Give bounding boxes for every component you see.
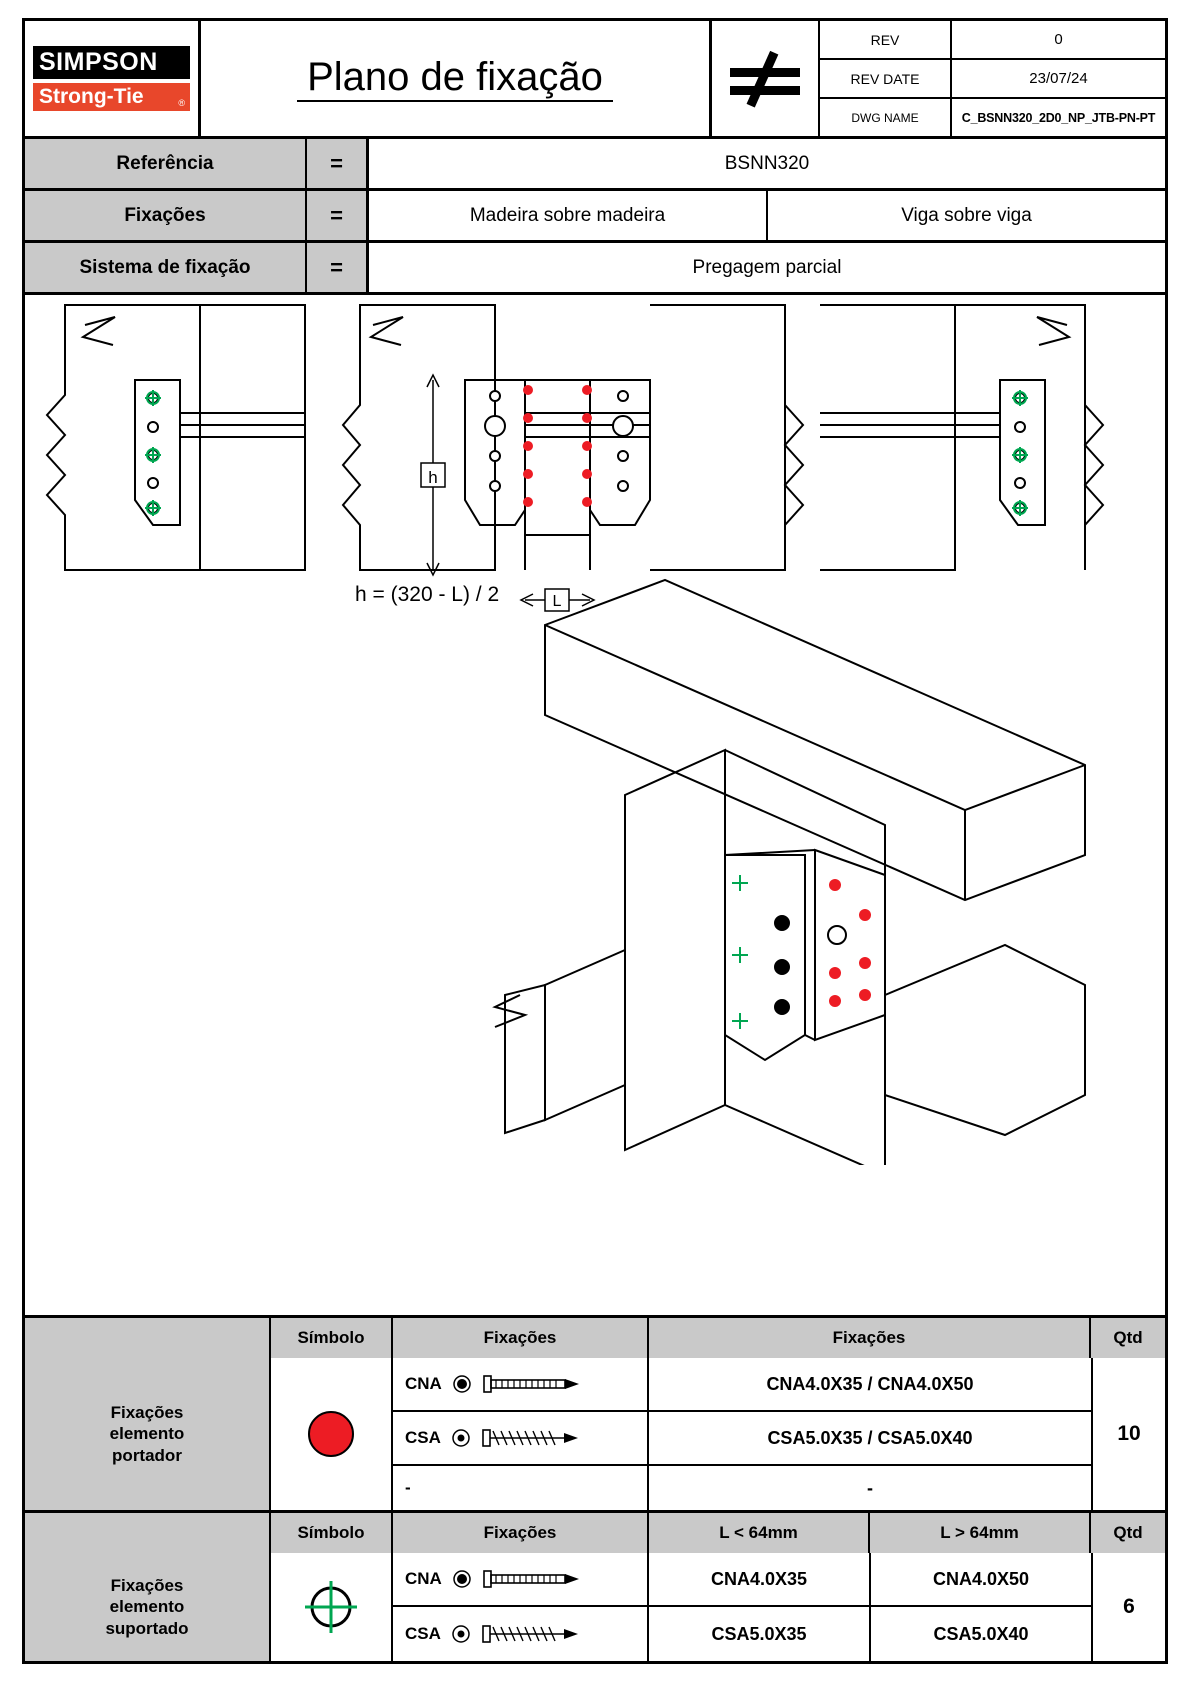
suportado-header-simbolo: Símbolo [271, 1513, 393, 1553]
brand-logo-bottom [33, 83, 190, 111]
left-view-green-markers [145, 390, 161, 516]
suportado-row-cna [393, 1553, 1091, 1607]
suportado-rows [393, 1553, 1091, 1661]
suportado-name-cell [25, 1553, 271, 1661]
nail-head-icon [452, 1569, 472, 1589]
suportado-cna-l-lt: CNA4.0X35 [649, 1553, 871, 1605]
portador-csa-label [393, 1412, 649, 1464]
view-centre-front [343, 305, 803, 570]
portador-header-spacer [25, 1318, 271, 1358]
screw-icon [481, 1427, 591, 1449]
suportado-qtd-value: 6 [1091, 1553, 1165, 1661]
portador-name-line-3: portador [112, 1445, 182, 1465]
portador-header-fixacoes-1: Fixações [393, 1318, 649, 1358]
nail-icon [482, 1373, 592, 1395]
suportado-cna-l-gt: CNA4.0X50 [932, 1568, 1030, 1589]
suportado-body [25, 1553, 1165, 1661]
suportado-name-line-1: Fixações [110, 1576, 184, 1596]
revision-row [820, 21, 1165, 60]
info-row-sistema [25, 243, 1165, 295]
screw-head-icon [451, 1624, 471, 1644]
title-block-header [25, 21, 1165, 139]
suportado-header-qtd: Qtd [1113, 1523, 1143, 1542]
portador-body [25, 1358, 1165, 1510]
portador-cna-code: CNA [405, 1374, 442, 1393]
rev-date-value: 23/07/24 [1029, 70, 1088, 87]
suportado-cna-label [393, 1553, 649, 1605]
suportado-header-row [25, 1513, 1165, 1553]
dimension-h-label: h [428, 468, 438, 487]
portador-empty-desc: - [867, 1477, 873, 1498]
rev-date-label: REV DATE [820, 60, 952, 97]
info-label-sistema: Sistema de fixação [25, 243, 305, 292]
rev-value: 0 [1054, 31, 1063, 48]
suportado-name-line-2: elemento [109, 1597, 185, 1617]
page-title [201, 21, 712, 136]
revision-date-row [820, 60, 1165, 99]
suportado-cna-code: CNA [405, 1569, 442, 1588]
not-equal-glyph [722, 48, 808, 110]
portador-row-cna [393, 1358, 1091, 1412]
portador-header-qtd: Qtd [1113, 1328, 1143, 1347]
info-row-fixacoes [25, 191, 1165, 243]
dimension-L-label: L [552, 593, 562, 610]
equals-sign-reference: = [305, 139, 369, 188]
dwg-name-label: DWG NAME [820, 99, 952, 136]
suportado-csa-l-gt: CSA5.0X40 [933, 1623, 1029, 1644]
portador-row-empty [393, 1466, 1091, 1510]
drawing-svg [25, 295, 1165, 1165]
portador-cna-desc: CNA4.0X35 / CNA4.0X50 [766, 1373, 974, 1394]
page-title-text: Plano de fixação [297, 56, 613, 102]
suportado-header-fixacoes: Fixações [393, 1513, 649, 1553]
red-dot-icon [304, 1407, 358, 1461]
rev-label: REV [820, 21, 952, 58]
dwg-name-value: C_BSNN320_2D0_NP_JTB-PN-PT [961, 110, 1156, 125]
portador-csa-code: CSA [405, 1428, 441, 1447]
portador-name-line-2: elemento [109, 1424, 185, 1444]
brand-logo-top: SIMPSON [33, 46, 190, 79]
view-isometric [495, 580, 1085, 1165]
iso-green-markers [732, 875, 748, 1029]
suportado-csa-code: CSA [405, 1624, 441, 1643]
portador-empty-code: - [393, 1466, 649, 1510]
suportado-header-l-gt: L > 64mm [870, 1513, 1091, 1553]
view-left-elevation [47, 305, 305, 570]
suportado-csa-label [393, 1607, 649, 1661]
portador-header-simbolo: Símbolo [271, 1318, 393, 1358]
info-label-fixacoes: Fixações [25, 191, 305, 240]
equals-sign-sistema: = [305, 243, 369, 292]
screw-icon [481, 1623, 591, 1645]
formula-text: h = (320 - L) / 2 [355, 583, 500, 606]
info-label-reference: Referência [25, 139, 305, 188]
portador-rows [393, 1358, 1091, 1510]
fastener-table-portador [25, 1318, 1165, 1513]
portador-symbol-cell [271, 1358, 393, 1510]
brand-logo-bottom-text: Strong-Tie [39, 85, 144, 108]
registered-mark: ® [178, 98, 185, 108]
suportado-header-l-lt: L < 64mm [649, 1513, 870, 1553]
portador-name-line-1: Fixações [110, 1403, 184, 1423]
info-value-sistema: Pregagem parcial [692, 256, 842, 278]
screw-head-icon [451, 1428, 471, 1448]
portador-header-fixacoes-2: Fixações [649, 1318, 1091, 1358]
fastener-table-suportado [25, 1513, 1165, 1661]
view-right-elevation [820, 305, 1103, 570]
suportado-name-line-3: suportado [105, 1618, 189, 1638]
portador-qtd-value: 10 [1091, 1358, 1165, 1510]
portador-cna-label [393, 1358, 649, 1410]
portador-row-csa [393, 1412, 1091, 1466]
sheet-border [22, 18, 1168, 1664]
green-crosshair-icon [300, 1576, 362, 1638]
portador-name-cell [25, 1358, 271, 1510]
suportado-row-csa [393, 1607, 1091, 1661]
portador-csa-desc: CSA5.0X35 / CSA5.0X40 [767, 1427, 973, 1448]
info-value-fixacoes-1: Madeira sobre madeira [369, 191, 768, 240]
not-equal-icon [712, 21, 820, 136]
dwg-name-row [820, 99, 1165, 136]
suportado-header-spacer [25, 1513, 271, 1553]
suportado-csa-l-lt: CSA5.0X35 [649, 1607, 871, 1661]
info-value-fixacoes-2: Viga sobre viga [901, 204, 1032, 226]
revision-block [820, 21, 1165, 136]
nail-head-icon [452, 1374, 472, 1394]
info-value-reference: BSNN320 [724, 152, 810, 174]
portador-header-row [25, 1318, 1165, 1358]
technical-drawing-area [25, 295, 1165, 1318]
right-view-green-markers [1012, 390, 1028, 516]
suportado-symbol-cell [271, 1553, 393, 1661]
equals-sign-fixacoes: = [305, 191, 369, 240]
info-row-reference [25, 139, 1165, 191]
brand-logo [25, 21, 201, 136]
nail-icon [482, 1568, 592, 1590]
centre-view-red-markers [523, 385, 592, 507]
